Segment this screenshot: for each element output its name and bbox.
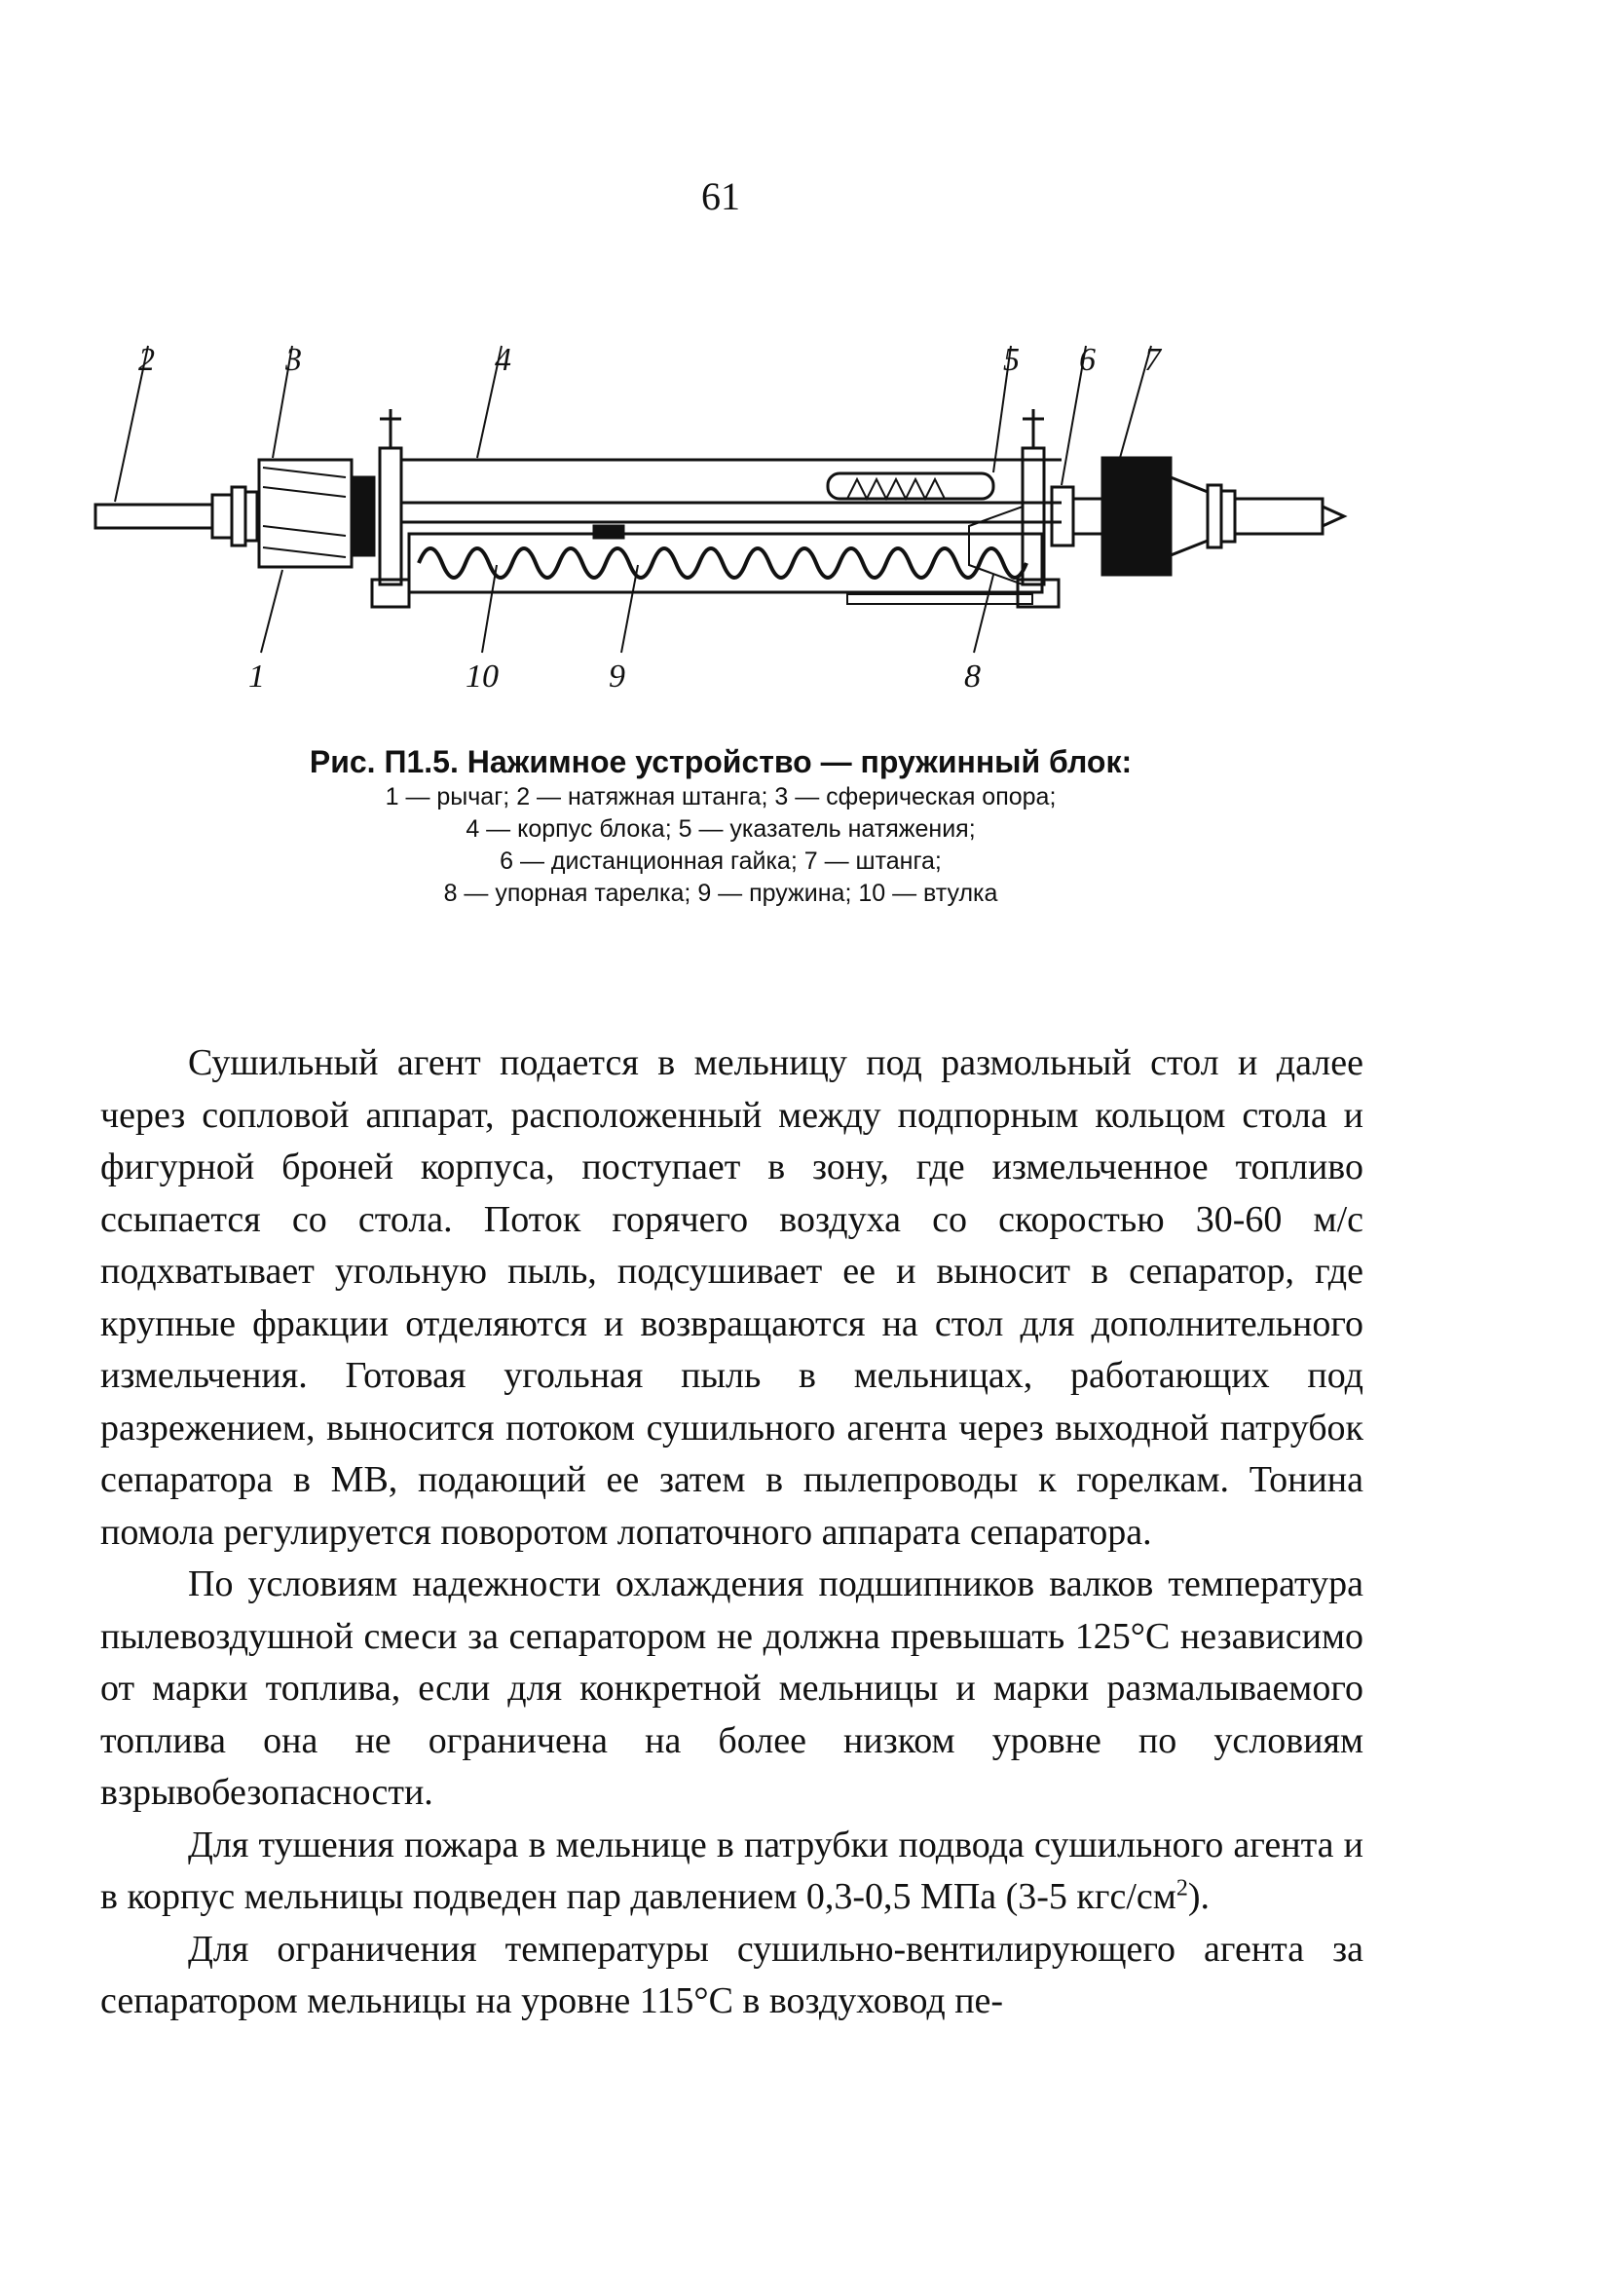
caption-line: 6 — дистанционная гайка; 7 — штанга; <box>500 847 942 875</box>
callout-3: 3 <box>285 342 302 378</box>
callout-8: 8 <box>964 659 981 695</box>
distance-nut <box>1052 487 1073 546</box>
spring <box>419 548 1026 578</box>
paragraph-3 <box>100 1820 1363 1924</box>
paragraph-2: По условиям надежности охлаждения подшипников валков температура пылевоздушной смеси за сепаратором не должна превышать 125°С независимо от марки топлива, если для конкретной мельницы и марки размалываемого топлива она не ограничена на более низком уровне по условиям взрывобезопасности. <box>100 1563 1363 1813</box>
callout-6: 6 <box>1079 342 1096 378</box>
callout-5: 5 <box>1003 342 1020 378</box>
paragraph-3-text: Для тушения пожара в мельнице в патрубки подвода сушильного агента и в корпус мельницы подведен пар давлением 0,3-0,5 МПа (3-5 кгс/см <box>100 1824 1363 1917</box>
caption-title: Рис. П1.5. Нажимное устройство — пружинный блок: <box>309 744 1133 779</box>
superscript-2: 2 <box>1175 1875 1188 1901</box>
caption-line: 8 — упорная тарелка; 9 — пружина; 10 — втулка <box>443 880 998 907</box>
page-number: 61 <box>701 174 740 218</box>
callout-7: 7 <box>1144 342 1161 378</box>
callout-10: 10 <box>466 659 499 695</box>
rod-block <box>1102 458 1171 575</box>
block-body-lower <box>409 534 1042 592</box>
spring-block-figure <box>88 331 1373 711</box>
callout-1: 1 <box>248 659 265 695</box>
paragraph-3-end: ). <box>1187 1876 1210 1917</box>
tension-rod <box>95 505 212 528</box>
spring-block-drawing <box>88 331 1373 711</box>
caption-line: 1 — рычаг; 2 — натяжная штанга; 3 — сферическая опора; <box>385 783 1057 810</box>
right-rod <box>1235 499 1323 534</box>
figure-caption <box>166 742 1276 910</box>
callout-4: 4 <box>495 342 511 378</box>
callout-2: 2 <box>138 342 155 378</box>
callout-9: 9 <box>609 659 625 695</box>
caption-line: 4 — корпус блока; 5 — указатель натяжения; <box>466 815 976 843</box>
body-text <box>100 1037 1363 2028</box>
paragraph-1: Сушильный агент подается в мельницу под размольный стол и далее через сопловой аппарат, расположенный между подпорным кольцом стола и фигурной броней корпуса, поступает в зону, где измельченное топливо ссыпается со стола. Поток горячего воздуха со скоростью 30-60 м/с подхватывает угольную пыль, подсушивает ее и выносит в сепаратор, где крупные фракции отделяются и возвращаются на стол для дополнительного измельчения. Готовая угольная пыль в мельницах, работающих под разрежением, выносится потоком сушильного агента через выходной патрубок сепаратора в МВ, подающий ее затем в пылепроводы к горелкам. Тонина помола регулируется поворотом лопаточного аппарата сепаратора. <box>100 1042 1363 1553</box>
paragraph-4: Для ограничения температуры сушильно-вентилирующего агента за сепаратором мельницы на уровне 115°С в воздуховод пе- <box>100 1928 1363 2021</box>
